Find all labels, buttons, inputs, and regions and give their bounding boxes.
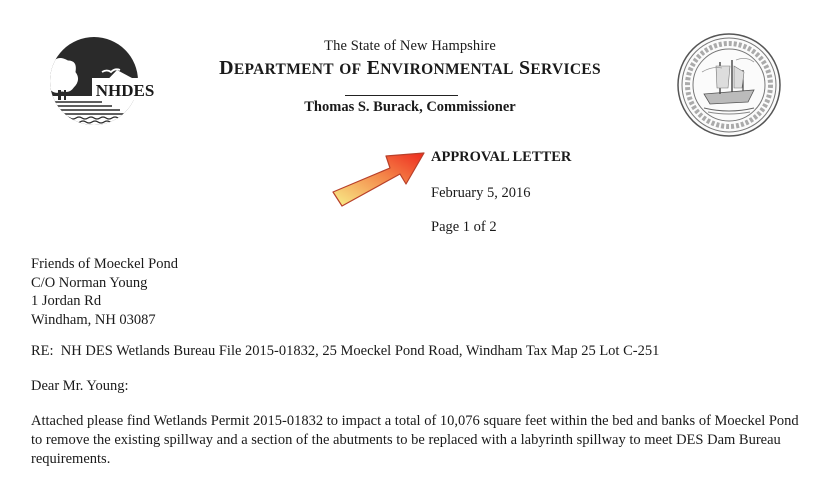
- recipient-city-state-zip: Windham, NH 03087: [31, 311, 156, 328]
- recipient-address: [31, 255, 178, 329]
- salutation: Dear Mr. Young:: [31, 378, 129, 394]
- body-paragraph: Attached please find Wetlands Permit 2015-01832 to impact a total of 10,076 square feet within the bed and banks of Moeckel Pond to remove the existing spillway and a section of the abutments to be replaced with a labyrinth spillway to meet DES Dam Bureau requirements.: [31, 413, 799, 467]
- arrow-right-up-icon: [330, 148, 430, 212]
- highlight-arrow: [330, 148, 430, 212]
- commissioner-line: Thomas S. Burack, Commissioner: [304, 99, 516, 115]
- letter-type: APPROVAL LETTER: [431, 149, 572, 165]
- department-title: DEPARTMENT OF ENVIRONMENTAL SERVICES: [219, 57, 601, 79]
- svg-text:NHDES: NHDES: [95, 81, 155, 100]
- recipient-care-of: C/O Norman Young: [31, 274, 148, 291]
- recipient-organization: Friends of Moeckel Pond: [31, 256, 178, 272]
- recipient-street: 1 Jordan Rd: [31, 293, 102, 309]
- page-indicator: Page 1 of 2: [431, 219, 497, 235]
- header-divider: [345, 95, 458, 96]
- state-line: The State of New Hampshire: [324, 38, 496, 54]
- subject-line: RE: NH DES Wetlands Bureau File 2015-01832, 25 Moeckel Pond Road, Windham Tax Map 25 Lot C-251: [31, 343, 660, 359]
- letter-date: February 5, 2016: [431, 185, 531, 201]
- state-seal: [672, 32, 786, 138]
- new-hampshire-seal-icon: [672, 32, 786, 138]
